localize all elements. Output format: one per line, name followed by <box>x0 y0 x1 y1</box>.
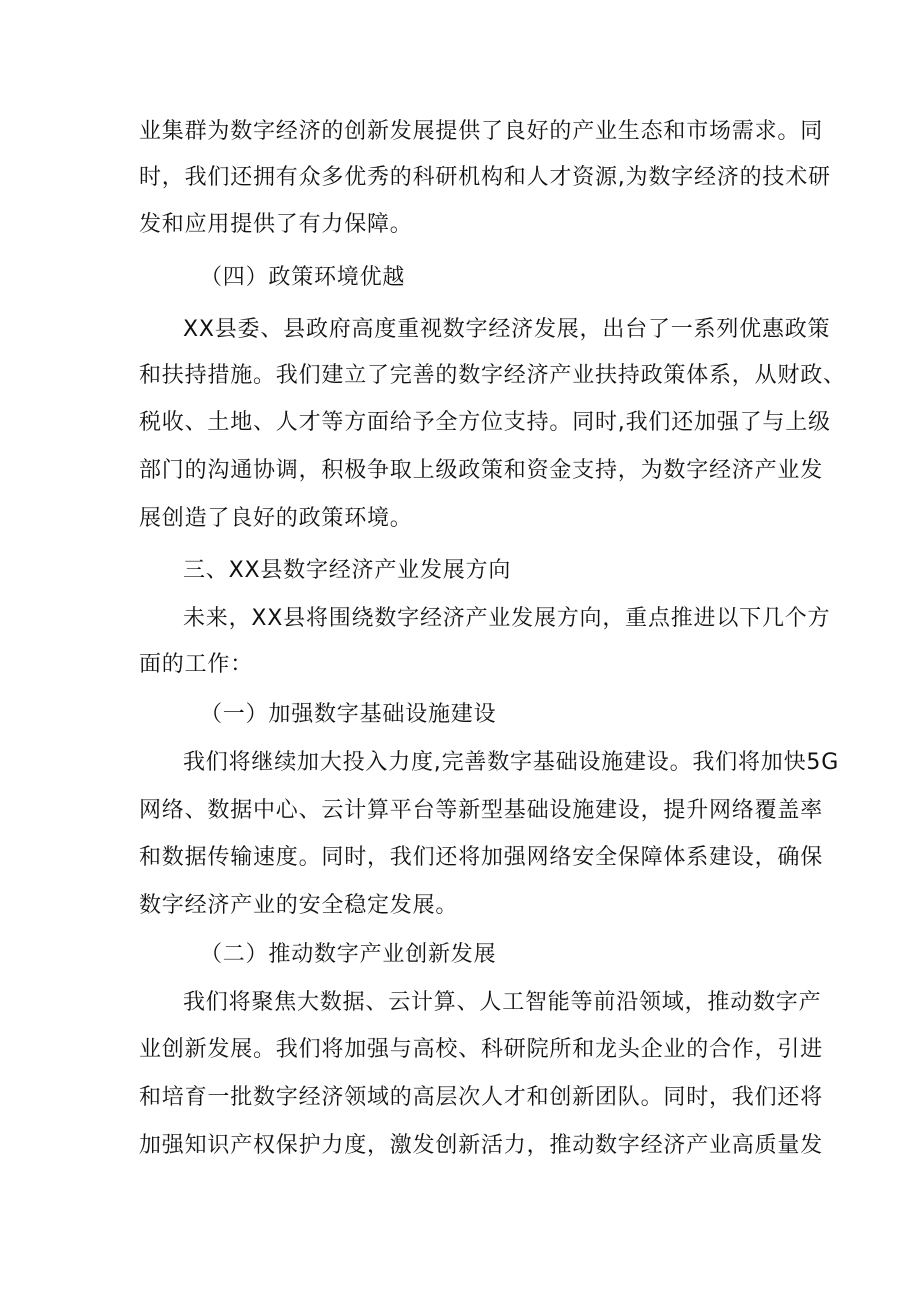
paragraph-line: XX县委、县政府高度重视数字经济发展，出台了一系列优惠政策 <box>183 317 831 342</box>
paragraph-line: 网络、数据中心、云计算平台等新型基础设施建设，提升网络覆盖率 <box>139 798 824 823</box>
paragraph-line: 加强知识产权保护力度，激发创新活力，推动数字经济产业高质量发 <box>139 1133 824 1158</box>
paragraph-line: 数字经济产业的安全稳定发展。 <box>139 893 459 918</box>
paragraph-line: 时，我们还拥有众多优秀的科研机构和人才资源,为数字经济的技术研 <box>139 165 831 190</box>
section-heading: 三、XX县数字经济产业发展方向 <box>183 558 512 583</box>
paragraph-line: 业集群为数字经济的创新发展提供了良好的产业生态和市场需求。同 <box>139 119 824 144</box>
paragraph-line: 部门的沟通协调，积极争取上级政策和资金支持，为数字经济产业发 <box>139 458 824 483</box>
paragraph-line: 和数据传输速度。同时，我们还将加强网络安全保障体系建设，确保 <box>139 845 824 870</box>
section-heading: （一）加强数字基础设施建设 <box>200 702 497 727</box>
paragraph-line: 和扶持措施。我们建立了完善的数字经济产业扶持政策体系，从财政、 <box>139 363 846 388</box>
paragraph-line: 税收、土地、人才等方面给予全方位支持。同时,我们还加强了与上级 <box>139 410 831 435</box>
paragraph-line: 发和应用提供了有力保障。 <box>139 212 413 237</box>
paragraph-line: 未来，XX县将围绕数字经济产业发展方向，重点推进以下几个方 <box>183 606 831 631</box>
paragraph-line: 业创新发展。我们将加强与高校、科研院所和龙头企业的合作，引进 <box>139 1037 824 1062</box>
paragraph-line: 我们将聚焦大数据、云计算、人工智能等前沿领域，推动数字产 <box>183 990 822 1015</box>
section-heading: （二）推动数字产业创新发展 <box>200 942 497 967</box>
paragraph-line: 和培育一批数字经济领域的高层次人才和创新团队。同时，我们还将 <box>139 1085 824 1110</box>
paragraph-line: 展创造了良好的政策环境。 <box>139 506 413 531</box>
paragraph-line: 我们将继续加大投入力度,完善数字基础设施建设。我们将加快5G <box>183 750 840 775</box>
section-heading: （四）政策环境优越 <box>200 265 406 290</box>
paragraph-line: 面的工作： <box>139 652 254 677</box>
